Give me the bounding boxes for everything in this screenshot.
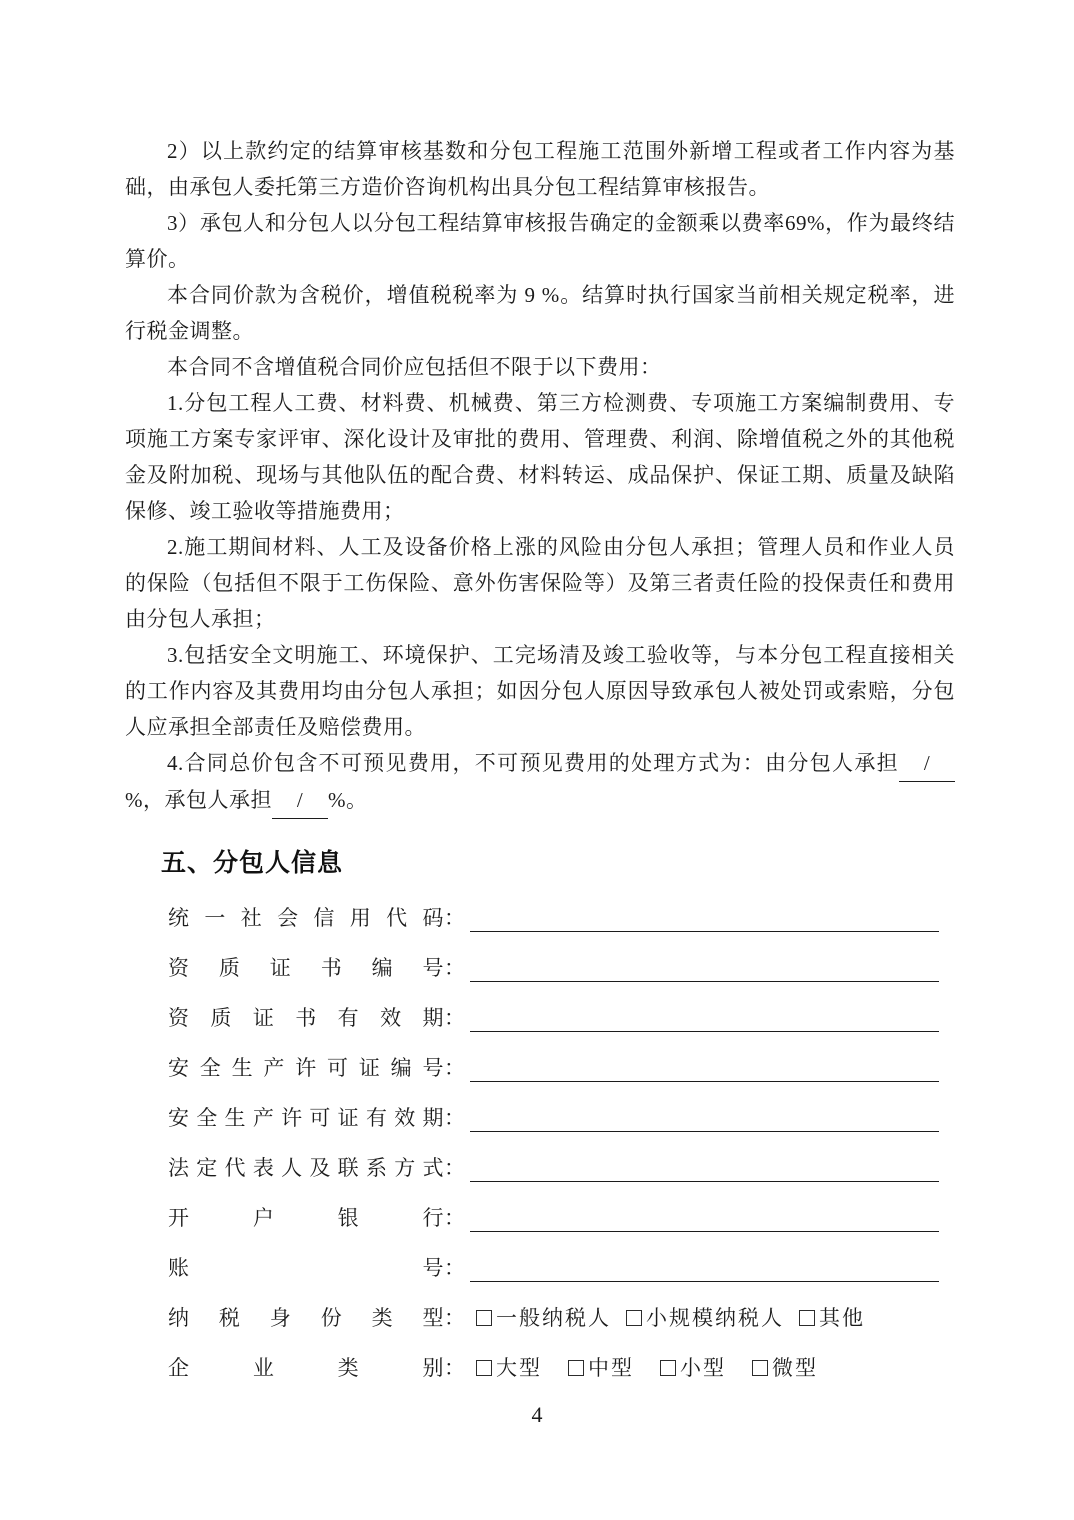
field-colon: ： <box>444 1156 466 1180</box>
checkbox-option-label: 中型 <box>588 1356 634 1380</box>
field-colon: ： <box>444 1256 466 1280</box>
form-field-row <box>168 1087 955 1137</box>
field-blank-line[interactable] <box>470 1253 939 1282</box>
field-label: 企业类别 <box>168 1356 444 1380</box>
field-blank-line[interactable] <box>470 1153 939 1182</box>
clause-paragraph: 2）以上款约定的结算审核基数和分包工程施工范围外新增工程或者工作内容为基础，由承包人委托第三方造价咨询机构出具分包工程结算审核报告。 <box>125 139 955 199</box>
checkbox-option-label: 小规模纳税人 <box>646 1306 784 1330</box>
clause-text: 承包人承担 <box>164 788 272 812</box>
clause-unforeseen-costs <box>125 745 955 819</box>
checkbox-unchecked-icon <box>626 1310 642 1326</box>
checkbox-option[interactable] <box>752 1352 818 1382</box>
field-blank-line[interactable] <box>470 903 939 932</box>
clause-paragraph: 3）承包人和分包人以分包工程结算审核报告确定的金额乘以费率69%，作为最终结算价。 <box>125 211 955 271</box>
checkbox-option[interactable] <box>568 1352 634 1382</box>
field-blank-line[interactable] <box>470 1203 939 1232</box>
field-colon: ： <box>444 1356 466 1380</box>
form-field-row <box>168 887 955 937</box>
checkbox-option-label: 一般纳税人 <box>496 1306 611 1330</box>
checkbox-unchecked-icon <box>660 1360 676 1376</box>
form-checkbox-row <box>168 1287 955 1337</box>
clause-paragraph: 1.分包工程人工费、材料费、机械费、第三方检测费、专项施工方案编制费用、专项施工方案专家评审、深化设计及审批的费用、管理费、利润、除增值税之外的其他税金及附加税、现场与其他队伍的配合费、材料转运、成品保护、保证工期、质量及缺陷保修、竣工验收等措施费用； <box>125 391 955 523</box>
checkbox-option[interactable] <box>476 1352 542 1382</box>
form-field-row <box>168 1187 955 1237</box>
field-blank-line[interactable] <box>470 1003 939 1032</box>
field-blank-line[interactable] <box>470 953 939 982</box>
clause-paragraph: 本合同价款为含税价，增值税税率为 9 %。结算时执行国家当前相关规定税率，进行税金调整。 <box>125 283 955 343</box>
form-field-row <box>168 987 955 1037</box>
form-field-row <box>168 937 955 987</box>
field-label: 纳税身份类型 <box>168 1306 444 1330</box>
field-blank-line[interactable] <box>470 1103 939 1132</box>
field-label: 资质证书有效期 <box>168 1006 444 1030</box>
checkbox-option[interactable] <box>626 1302 784 1332</box>
checkbox-unchecked-icon <box>568 1360 584 1376</box>
field-label: 法定代表人及联系方式 <box>168 1156 444 1180</box>
field-colon: ： <box>444 956 466 980</box>
subcontractor-info-form <box>125 887 955 1387</box>
checkbox-option[interactable] <box>476 1302 611 1332</box>
section-heading-subcontractor-info: 五、分包人信息 <box>161 849 344 877</box>
clause-paragraph: 3.包括安全文明施工、环境保护、工完场清及竣工验收等，与本分包工程直接相关的工作内容及其费用均由分包人承担；如因分包人原因导致承包人被处罚或索赔，分包人应承担全部责任及赔偿费用。 <box>125 643 955 739</box>
field-label: 统一社会信用代码 <box>168 906 444 930</box>
checkbox-unchecked-icon <box>476 1360 492 1376</box>
field-colon: ： <box>444 1306 466 1330</box>
clause-paragraph: 本合同不含增值税合同价应包括但不限于以下费用： <box>167 355 662 379</box>
checkbox-option[interactable] <box>660 1352 726 1382</box>
clause-text: %， <box>125 788 165 812</box>
field-colon: ： <box>444 1006 466 1030</box>
clause-text: %。 <box>328 788 368 812</box>
field-blank-line[interactable] <box>470 1053 939 1082</box>
fill-in-blank-contractor-percent[interactable]: / <box>272 782 328 819</box>
checkbox-option-label: 大型 <box>496 1356 542 1380</box>
checkbox-unchecked-icon <box>476 1310 492 1326</box>
checkbox-options <box>476 1302 865 1332</box>
form-checkbox-row <box>168 1337 955 1387</box>
field-label: 账号 <box>168 1256 444 1280</box>
checkbox-unchecked-icon <box>752 1360 768 1376</box>
field-colon: ： <box>444 1206 466 1230</box>
checkbox-options <box>476 1352 818 1382</box>
form-field-row <box>168 1237 955 1287</box>
page-number: 4 <box>531 1402 543 1427</box>
field-label: 安全生产许可证编号 <box>168 1056 444 1080</box>
checkbox-option-label: 小型 <box>680 1356 726 1380</box>
field-label: 开户银行 <box>168 1206 444 1230</box>
contract-clauses <box>125 133 955 745</box>
field-colon: ： <box>444 1056 466 1080</box>
field-label: 资质证书编号 <box>168 956 444 980</box>
field-label: 安全生产许可证有效期 <box>168 1106 444 1130</box>
checkbox-option[interactable] <box>799 1302 865 1332</box>
checkbox-unchecked-icon <box>799 1310 815 1326</box>
checkbox-option-label: 其他 <box>819 1306 865 1330</box>
form-field-row <box>168 1037 955 1087</box>
fill-in-blank-subcontractor-percent[interactable]: / <box>899 745 955 782</box>
clause-text: 4.合同总价包含不可预见费用，不可预见费用的处理方式为：由分包人承担 <box>167 751 899 775</box>
form-field-row <box>168 1137 955 1187</box>
field-colon: ： <box>444 906 466 930</box>
clause-paragraph: 2.施工期间材料、人工及设备价格上涨的风险由分包人承担；管理人员和作业人员的保险（包括但不限于工伤保险、意外伤害保险等）及第三者责任险的投保责任和费用由分包人承担； <box>125 535 955 631</box>
field-colon: ： <box>444 1106 466 1130</box>
checkbox-option-label: 微型 <box>772 1356 818 1380</box>
